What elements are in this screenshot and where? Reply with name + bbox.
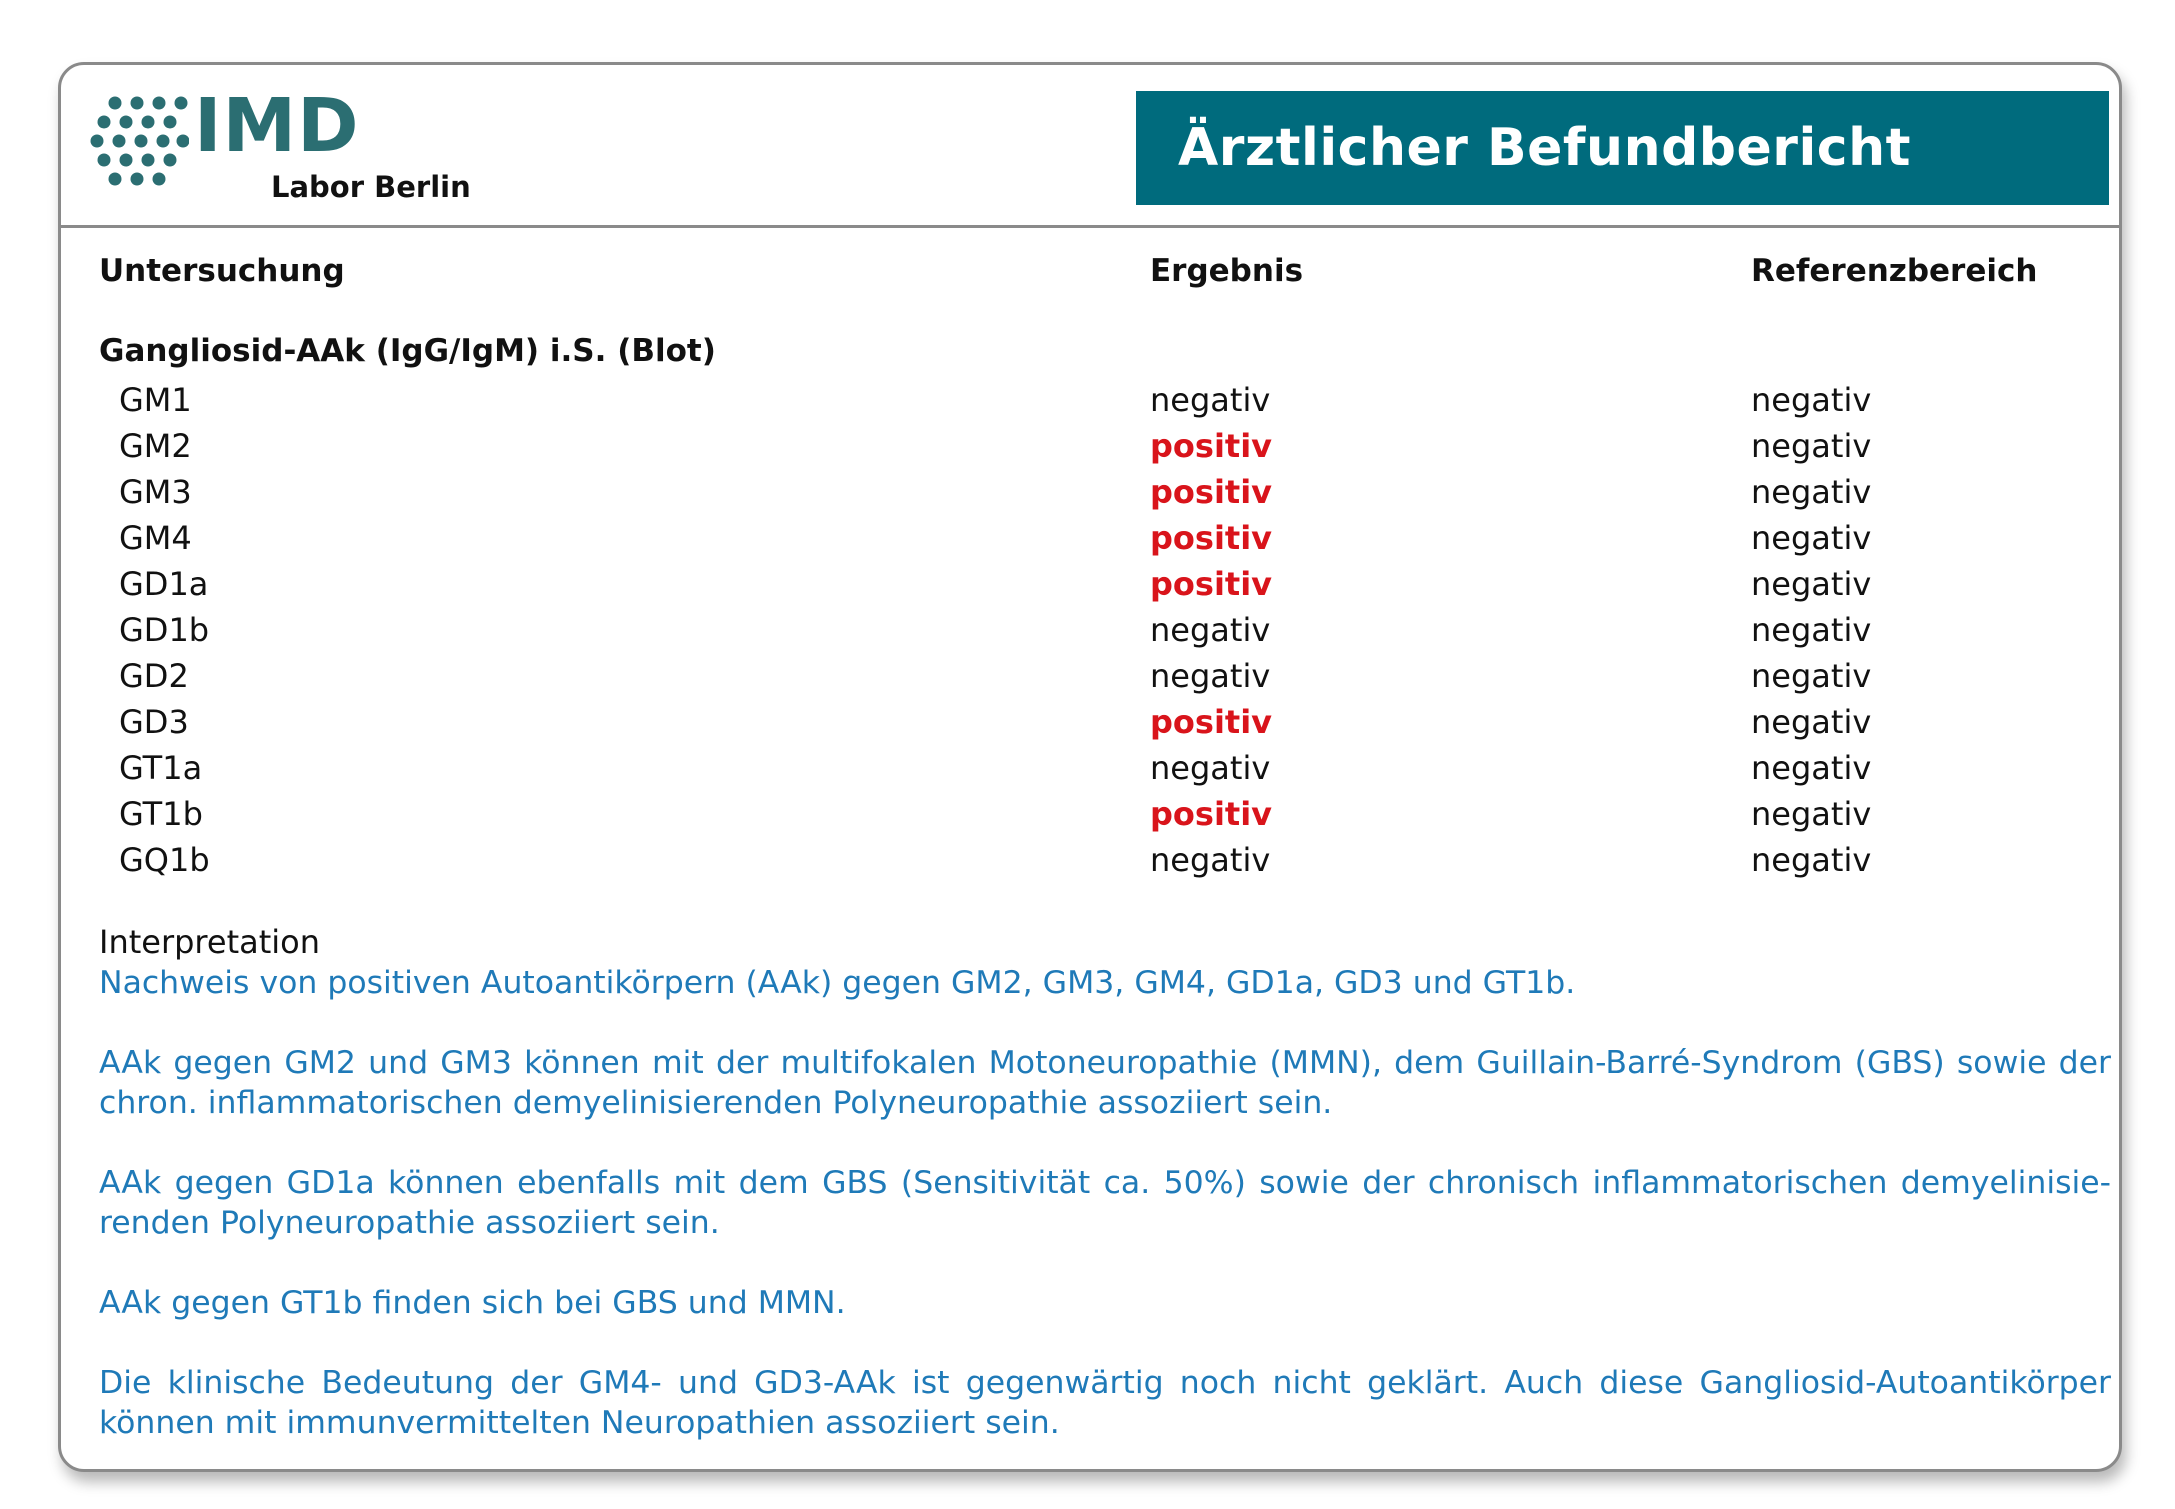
interpretation-paragraph: AAk gegen GM2 und GM3 können mit der multifokalen Motoneuropathie (MMN), dem Guillain-Barré-Syndrom (GBS) sowie der chron. inflammatorischen demyelinisierenden Polyneuropathie assoziiert sein. bbox=[99, 1045, 2111, 1121]
title-banner bbox=[1136, 91, 2109, 205]
test-name: GT1b bbox=[119, 795, 203, 833]
test-name: GM2 bbox=[119, 427, 192, 465]
reference-value: negativ bbox=[1751, 841, 1872, 879]
test-name: GD1a bbox=[119, 565, 209, 603]
reference-value: negativ bbox=[1751, 519, 1872, 557]
reference-value: negativ bbox=[1751, 381, 1872, 419]
reference-value: negativ bbox=[1751, 749, 1872, 787]
reference-value: negativ bbox=[1751, 427, 1872, 465]
table-row bbox=[61, 561, 2119, 607]
test-result: positiv bbox=[1150, 565, 1273, 603]
test-result: positiv bbox=[1150, 795, 1273, 833]
test-result: negativ bbox=[1150, 749, 1271, 787]
table-row bbox=[61, 653, 2119, 699]
table-row bbox=[61, 837, 2119, 883]
logo-dots-icon bbox=[89, 95, 189, 187]
reference-value: negativ bbox=[1751, 795, 1872, 833]
test-name: GM1 bbox=[119, 381, 192, 419]
test-result: positiv bbox=[1150, 427, 1273, 465]
reference-value: negativ bbox=[1751, 611, 1872, 649]
test-name: GQ1b bbox=[119, 841, 210, 879]
interpretation-text bbox=[99, 963, 2111, 1472]
table-row bbox=[61, 607, 2119, 653]
table-row bbox=[61, 699, 2119, 745]
results-table bbox=[61, 377, 2119, 883]
table-row bbox=[61, 377, 2119, 423]
test-name: GM4 bbox=[119, 519, 192, 557]
section-title: Gangliosid-AAk (IgG/IgM) i.S. (Blot) bbox=[99, 333, 716, 369]
test-result: negativ bbox=[1150, 657, 1271, 695]
reference-value: negativ bbox=[1751, 565, 1872, 603]
table-row bbox=[61, 791, 2119, 837]
report-card bbox=[58, 62, 2122, 1472]
test-name: GT1a bbox=[119, 749, 203, 787]
table-row bbox=[61, 423, 2119, 469]
table-row bbox=[61, 745, 2119, 791]
logo-brand: IMD bbox=[194, 83, 360, 169]
interpretation-paragraph: Die klinische Bedeutung der GM4- und GD3-AAk ist gegenwärtig noch nicht geklärt. Auch diese Gangliosid-Autoantikörper können mit immunvermittelten Neuropathien assoziiert sein. bbox=[99, 1365, 2111, 1441]
logo-subtitle: Labor Berlin bbox=[271, 170, 471, 204]
table-row bbox=[61, 469, 2119, 515]
interpretation-paragraph: Nachweis von positiven Autoantikörpern (AAk) gegen GM2, GM3, GM4, GD1a, GD3 und GT1b. bbox=[99, 965, 1576, 1001]
interpretation-label: Interpretation bbox=[99, 923, 321, 961]
header-divider bbox=[61, 225, 2119, 228]
column-header-reference: Referenzbereich bbox=[1751, 253, 2038, 289]
column-header-result: Ergebnis bbox=[1150, 253, 1304, 289]
test-result: positiv bbox=[1150, 519, 1273, 557]
test-result: positiv bbox=[1150, 703, 1273, 741]
column-header-test: Untersuchung bbox=[99, 253, 345, 289]
reference-value: negativ bbox=[1751, 473, 1872, 511]
test-name: GD2 bbox=[119, 657, 189, 695]
imd-logo bbox=[89, 83, 471, 215]
reference-value: negativ bbox=[1751, 657, 1872, 695]
test-result: negativ bbox=[1150, 381, 1271, 419]
test-name: GD3 bbox=[119, 703, 189, 741]
test-name: GM3 bbox=[119, 473, 192, 511]
test-name: GD1b bbox=[119, 611, 210, 649]
interpretation-paragraph: AAk gegen GD1a können ebenfalls mit dem GBS (Sensitivität ca. 50%) sowie der chronisch inflammatorischen demyelinisie-renden Polyneuropathie assoziiert sein. bbox=[99, 1165, 2111, 1241]
test-result: negativ bbox=[1150, 611, 1271, 649]
reference-value: negativ bbox=[1751, 703, 1872, 741]
interpretation-paragraph: AAk gegen GT1b finden sich bei GBS und MMN. bbox=[99, 1285, 846, 1321]
test-result: positiv bbox=[1150, 473, 1273, 511]
table-row bbox=[61, 515, 2119, 561]
test-result: negativ bbox=[1150, 841, 1271, 879]
report-title: Ärztlicher Befundbericht bbox=[1178, 118, 1911, 178]
